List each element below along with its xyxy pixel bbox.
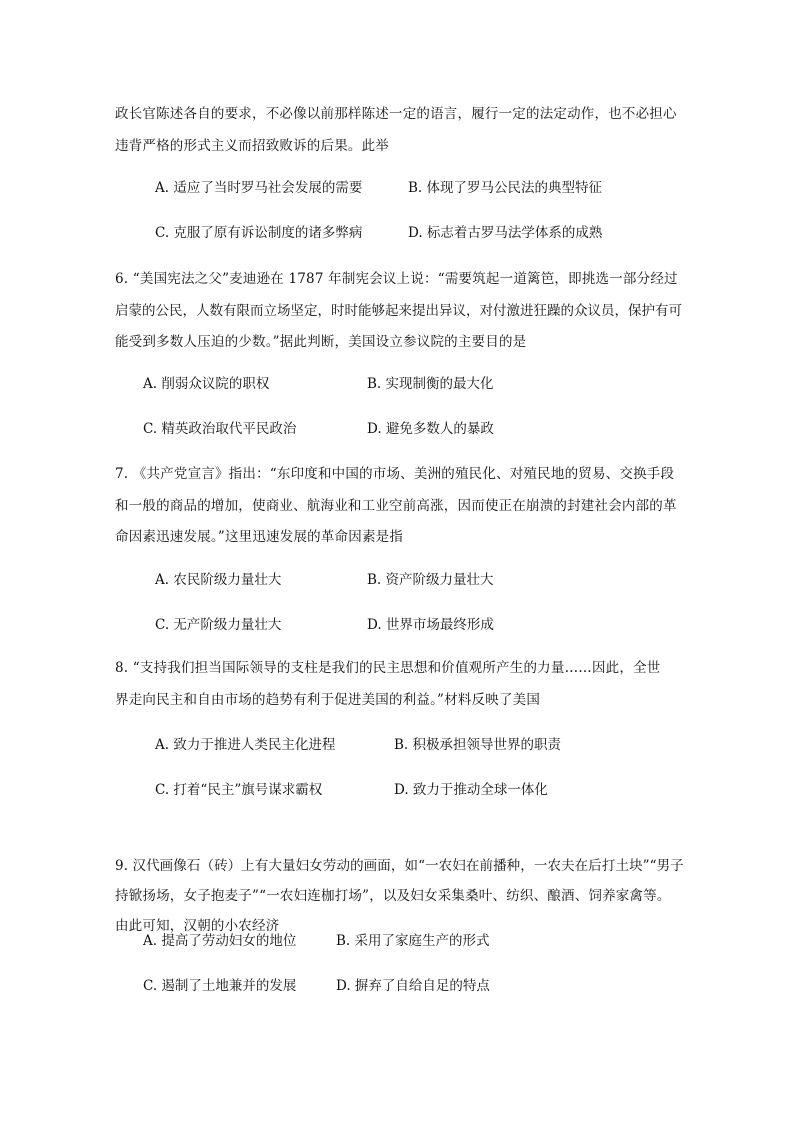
q7-stem-line-3: 命因素迅速发展。”这里迅速发展的革命因素是指: [115, 529, 404, 545]
q9-option-c: C. 遏制了土地兼并的发展: [143, 978, 297, 994]
q9-option-a: A. 提高了劳动妇女的地位: [143, 933, 297, 949]
q8-stem-line-2: 界走向民主和自由市场的趋势有利于促进美国的利益。”材料反映了美国: [115, 692, 541, 708]
q5-stem-line-2: 违背严格的形式主义而招致败诉的后果。此举: [115, 138, 389, 154]
q6-option-c: C. 精英政治取代平民政治: [143, 421, 297, 437]
q8-option-a: A. 致力于推进人类民主化进程: [155, 737, 336, 753]
q5-stem-line-1: 政长官陈述各自的要求，不必像以前那样陈述一定的语言，履行一定的法定动作，也不必担心: [115, 106, 677, 122]
q7-stem-line-2: 和一般的商品的增加，使商业、航海业和工业空前高涨，因而使正在崩溃的封建社会内部的革: [115, 498, 677, 514]
q5-option-a: A. 适应了当时罗马社会发展的需要: [155, 180, 363, 196]
q7-option-c: C. 无产阶级力量壮大: [155, 617, 282, 633]
q9-stem-line-3: 由此可知，汉朝的小农经济: [115, 918, 280, 934]
q5-option-d: D. 标志着古罗马法学体系的成熟: [408, 225, 603, 241]
q9-option-d: D. 摒弃了自给自足的特点: [336, 978, 490, 994]
q6-stem-line-1: 6. “美国宪法之父”麦迪逊在 1787 年制宪会议上说：“需要筑起一道篱笆，即挑选一部分经过: [115, 271, 678, 287]
q6-option-a: A. 削弱众议院的职权: [143, 376, 270, 392]
q9-stem-line-2: 持锨扬场，女子抱麦子”“一农妇连枷打场”，以及妇女采集桑叶、纺织、酿酒、饲养家禽等。: [115, 888, 671, 904]
q6-stem-line-2: 启蒙的公民，人数有限而立场坚定，时时能够起来提出异议，对付激进狂躁的众议员，保护有可: [115, 303, 682, 319]
q8-option-c: C. 打着“民主”旗号谋求霸权: [155, 782, 323, 798]
q5-option-b: B. 体现了罗马公民法的典型特征: [408, 180, 603, 196]
q6-stem-line-3: 能受到多数人压迫的少数。”据此判断，美国设立参议院的主要目的是: [115, 334, 527, 350]
q6-option-d: D. 避免多数人的暴政: [367, 421, 494, 437]
q8-stem-line-1: 8. “支持我们担当国际领导的支柱是我们的民主思想和价值观所产生的力量……因此，全世: [115, 660, 661, 676]
q8-option-b: B. 积极承担领导世界的职责: [394, 737, 562, 753]
q8-option-d: D. 致力于推动全球一体化: [394, 782, 548, 798]
q9-stem-line-1: 9. 汉代画像石（砖）上有大量妇女劳动的画面，如“一农妇在前播种，一农夫在后打土块”“男子: [115, 858, 684, 874]
q7-option-b: B. 资产阶级力量壮大: [367, 572, 494, 588]
q9-option-b: B. 采用了家庭生产的形式: [336, 933, 490, 949]
q5-option-c: C. 克服了原有诉讼制度的诸多弊病: [155, 225, 363, 241]
q7-option-d: D. 世界市场最终形成: [367, 617, 494, 633]
q6-option-b: B. 实现制衡的最大化: [367, 376, 494, 392]
q7-stem-line-1: 7. 《共产党宣言》指出：“东印度和中国的市场、美洲的殖民化、对殖民地的贸易、交换手段: [115, 466, 675, 482]
q7-option-a: A. 农民阶级力量壮大: [155, 572, 282, 588]
